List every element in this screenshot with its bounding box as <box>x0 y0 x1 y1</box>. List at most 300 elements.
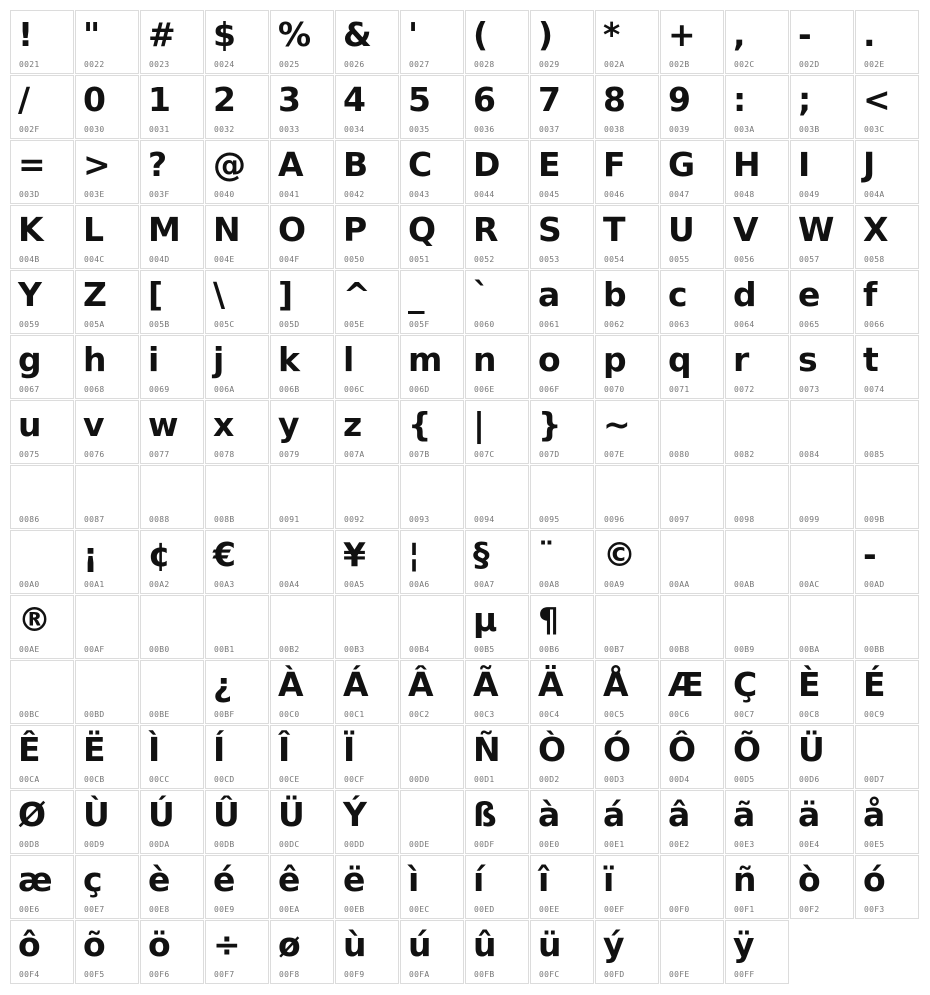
glyph-cell[interactable] <box>855 140 919 204</box>
glyph-cell[interactable] <box>270 10 334 74</box>
glyph-cell[interactable] <box>595 270 659 334</box>
glyph-cell[interactable] <box>335 140 399 204</box>
glyph-cell[interactable] <box>790 205 854 269</box>
glyph-cell[interactable] <box>270 140 334 204</box>
glyph-cell[interactable] <box>790 270 854 334</box>
glyph-sample: Ï <box>343 730 355 769</box>
glyph-cell[interactable] <box>465 75 529 139</box>
glyph-cell[interactable] <box>205 725 269 789</box>
glyph-sample <box>148 665 204 705</box>
glyph-cell[interactable] <box>140 270 204 334</box>
glyph-cell[interactable] <box>400 335 464 399</box>
glyph-sample: t <box>863 340 878 379</box>
glyph-cell[interactable] <box>725 465 789 529</box>
glyph-cell[interactable] <box>790 790 854 854</box>
glyph-cell[interactable] <box>75 400 139 464</box>
glyph-sample: Æ <box>668 665 703 704</box>
glyph-cell[interactable] <box>205 920 269 984</box>
glyph-cell[interactable] <box>140 140 204 204</box>
glyph-cell[interactable] <box>530 10 594 74</box>
glyph-sample: ç <box>83 860 102 899</box>
glyph-codepoint: 007E <box>604 450 625 459</box>
glyph-cell[interactable] <box>595 595 659 659</box>
glyph-cell[interactable] <box>530 400 594 464</box>
glyph-cell[interactable] <box>205 75 269 139</box>
glyph-cell[interactable] <box>595 790 659 854</box>
glyph-cell[interactable] <box>660 790 724 854</box>
glyph-cell[interactable] <box>530 530 594 594</box>
glyph-cell[interactable] <box>855 465 919 529</box>
glyph-cell[interactable] <box>725 920 789 984</box>
glyph-sample: Û <box>213 795 239 834</box>
glyph-codepoint: 00CE <box>279 775 300 784</box>
glyph-cell[interactable] <box>205 790 269 854</box>
glyph-cell[interactable] <box>10 595 74 659</box>
glyph-cell[interactable] <box>75 465 139 529</box>
glyph-cell[interactable] <box>790 660 854 724</box>
glyph-cell[interactable] <box>595 205 659 269</box>
glyph-sample: P <box>343 210 367 249</box>
glyph-cell[interactable] <box>855 725 919 789</box>
glyph-sample: r <box>733 340 749 379</box>
glyph-codepoint: 0055 <box>669 255 690 264</box>
glyph-cell[interactable] <box>270 920 334 984</box>
glyph-cell[interactable] <box>595 530 659 594</box>
glyph-codepoint: 0061 <box>539 320 560 329</box>
glyph-codepoint: 00CD <box>214 775 235 784</box>
glyph-cell[interactable] <box>335 855 399 919</box>
glyph-codepoint: 00FF <box>734 970 755 979</box>
glyph-cell[interactable] <box>725 205 789 269</box>
glyph-cell[interactable] <box>400 920 464 984</box>
glyph-sample: - <box>798 15 811 54</box>
glyph-cell[interactable] <box>75 595 139 659</box>
glyph-cell[interactable] <box>205 335 269 399</box>
glyph-codepoint: 0033 <box>279 125 300 134</box>
glyph-sample <box>733 405 789 445</box>
glyph-sample: 9 <box>668 80 690 119</box>
glyph-cell[interactable] <box>140 465 204 529</box>
glyph-cell[interactable] <box>790 75 854 139</box>
glyph-cell[interactable] <box>855 660 919 724</box>
glyph-sample: µ <box>473 600 497 639</box>
glyph-cell[interactable] <box>10 855 74 919</box>
glyph-cell[interactable] <box>725 335 789 399</box>
glyph-cell[interactable] <box>10 10 74 74</box>
glyph-cell[interactable] <box>205 530 269 594</box>
glyph-cell[interactable] <box>530 725 594 789</box>
glyph-codepoint: 00E3 <box>734 840 755 849</box>
glyph-codepoint: 00EF <box>604 905 625 914</box>
glyph-sample: Q <box>408 210 436 249</box>
glyph-cell[interactable] <box>205 465 269 529</box>
glyph-cell[interactable] <box>855 595 919 659</box>
glyph-cell[interactable] <box>660 205 724 269</box>
glyph-cell[interactable] <box>140 595 204 659</box>
glyph-cell[interactable] <box>725 790 789 854</box>
glyph-cell[interactable] <box>465 465 529 529</box>
glyph-cell[interactable] <box>335 725 399 789</box>
glyph-sample: J <box>863 145 875 184</box>
glyph-cell[interactable] <box>725 400 789 464</box>
glyph-cell[interactable] <box>270 660 334 724</box>
glyph-cell[interactable] <box>725 855 789 919</box>
glyph-cell[interactable] <box>335 920 399 984</box>
glyph-cell[interactable] <box>530 920 594 984</box>
glyph-sample: j <box>213 340 224 379</box>
glyph-cell[interactable] <box>75 140 139 204</box>
glyph-cell[interactable] <box>270 725 334 789</box>
glyph-sample: À <box>278 665 303 704</box>
glyph-codepoint: 00D0 <box>409 775 430 784</box>
glyph-cell[interactable] <box>595 335 659 399</box>
glyph-cell[interactable] <box>660 75 724 139</box>
glyph-cell[interactable] <box>855 75 919 139</box>
glyph-cell[interactable] <box>75 790 139 854</box>
glyph-cell[interactable] <box>75 660 139 724</box>
glyph-codepoint: 00DD <box>344 840 365 849</box>
glyph-cell[interactable] <box>140 75 204 139</box>
glyph-cell[interactable] <box>530 75 594 139</box>
glyph-cell[interactable] <box>270 335 334 399</box>
glyph-cell[interactable] <box>10 270 74 334</box>
glyph-sample: 4 <box>343 80 365 119</box>
glyph-cell[interactable] <box>335 10 399 74</box>
glyph-sample: & <box>343 15 371 54</box>
glyph-cell[interactable] <box>855 10 919 74</box>
glyph-cell[interactable] <box>400 595 464 659</box>
glyph-cell[interactable] <box>725 75 789 139</box>
glyph-codepoint: 0043 <box>409 190 430 199</box>
glyph-cell[interactable] <box>75 75 139 139</box>
glyph-cell[interactable] <box>75 920 139 984</box>
glyph-cell[interactable] <box>205 660 269 724</box>
glyph-cell[interactable] <box>660 270 724 334</box>
glyph-codepoint: 003B <box>799 125 820 134</box>
glyph-cell[interactable] <box>660 400 724 464</box>
glyph-cell[interactable] <box>400 725 464 789</box>
glyph-sample: ¦ <box>408 535 420 574</box>
glyph-cell[interactable] <box>400 855 464 919</box>
glyph-cell[interactable] <box>465 530 529 594</box>
glyph-codepoint: 004C <box>84 255 105 264</box>
glyph-sample: ÷ <box>213 925 240 964</box>
glyph-cell[interactable] <box>400 465 464 529</box>
glyph-cell[interactable] <box>140 10 204 74</box>
glyph-cell[interactable] <box>530 140 594 204</box>
glyph-codepoint: 004F <box>279 255 300 264</box>
glyph-codepoint: 0087 <box>84 515 105 524</box>
glyph-cell[interactable] <box>790 10 854 74</box>
glyph-cell[interactable] <box>10 530 74 594</box>
glyph-codepoint: 00AD <box>864 580 885 589</box>
glyph-codepoint: 0077 <box>149 450 170 459</box>
glyph-codepoint: 00E5 <box>864 840 885 849</box>
glyph-cell[interactable] <box>10 335 74 399</box>
glyph-codepoint: 0067 <box>19 385 40 394</box>
glyph-cell[interactable] <box>400 140 464 204</box>
glyph-cell[interactable] <box>270 270 334 334</box>
glyph-codepoint: 0078 <box>214 450 235 459</box>
glyph-sample: _ <box>408 275 424 314</box>
glyph-cell[interactable] <box>530 855 594 919</box>
glyph-cell[interactable] <box>725 270 789 334</box>
glyph-cell[interactable] <box>400 75 464 139</box>
glyph-codepoint: 005E <box>344 320 365 329</box>
glyph-cell[interactable] <box>465 725 529 789</box>
glyph-cell[interactable] <box>595 400 659 464</box>
glyph-cell[interactable] <box>205 400 269 464</box>
glyph-cell[interactable] <box>660 920 724 984</box>
glyph-codepoint: 0021 <box>19 60 40 69</box>
glyph-cell[interactable] <box>855 205 919 269</box>
glyph-sample: C <box>408 145 432 184</box>
glyph-cell[interactable] <box>465 660 529 724</box>
glyph-cell[interactable] <box>790 725 854 789</box>
glyph-cell[interactable] <box>400 400 464 464</box>
glyph-cell[interactable] <box>140 920 204 984</box>
glyph-cell[interactable] <box>465 920 529 984</box>
glyph-cell[interactable] <box>595 920 659 984</box>
glyph-sample: ( <box>473 15 488 54</box>
glyph-cell[interactable] <box>725 725 789 789</box>
glyph-codepoint: 00B8 <box>669 645 690 654</box>
glyph-cell[interactable] <box>465 140 529 204</box>
glyph-sample: Ø <box>18 795 46 834</box>
glyph-cell[interactable] <box>595 660 659 724</box>
glyph-cell[interactable] <box>10 920 74 984</box>
glyph-sample <box>668 535 724 575</box>
glyph-cell[interactable] <box>335 400 399 464</box>
glyph-sample: @ <box>213 145 245 184</box>
glyph-sample <box>18 665 74 705</box>
glyph-codepoint: 004D <box>149 255 170 264</box>
glyph-cell[interactable] <box>790 335 854 399</box>
glyph-cell[interactable] <box>335 270 399 334</box>
glyph-cell[interactable] <box>530 205 594 269</box>
glyph-sample <box>213 470 269 510</box>
glyph-cell[interactable] <box>530 595 594 659</box>
glyph-cell[interactable] <box>465 205 529 269</box>
glyph-cell[interactable] <box>75 205 139 269</box>
glyph-cell[interactable] <box>660 530 724 594</box>
glyph-cell[interactable] <box>335 335 399 399</box>
glyph-cell[interactable] <box>595 725 659 789</box>
glyph-codepoint: 0030 <box>84 125 105 134</box>
glyph-cell[interactable] <box>335 660 399 724</box>
glyph-cell[interactable] <box>75 335 139 399</box>
glyph-cell[interactable] <box>140 660 204 724</box>
glyph-cell[interactable] <box>75 270 139 334</box>
glyph-cell[interactable] <box>10 660 74 724</box>
glyph-cell[interactable] <box>205 270 269 334</box>
glyph-cell[interactable] <box>465 10 529 74</box>
glyph-cell[interactable] <box>400 205 464 269</box>
glyph-codepoint: 002D <box>799 60 820 69</box>
glyph-cell[interactable] <box>790 140 854 204</box>
glyph-cell[interactable] <box>270 400 334 464</box>
glyph-codepoint: 0032 <box>214 125 235 134</box>
glyph-cell[interactable] <box>530 335 594 399</box>
glyph-cell[interactable] <box>660 465 724 529</box>
glyph-codepoint: 00BC <box>19 710 40 719</box>
glyph-sample: s <box>798 340 817 379</box>
glyph-cell[interactable] <box>10 465 74 529</box>
glyph-cell[interactable] <box>75 725 139 789</box>
glyph-sample: ý <box>603 925 624 964</box>
glyph-cell[interactable] <box>660 335 724 399</box>
glyph-cell[interactable] <box>855 335 919 399</box>
glyph-cell[interactable] <box>75 530 139 594</box>
glyph-cell[interactable] <box>855 530 919 594</box>
glyph-sample: 0 <box>83 80 105 119</box>
glyph-cell[interactable] <box>270 595 334 659</box>
glyph-sample: | <box>473 405 485 444</box>
glyph-cell[interactable] <box>335 595 399 659</box>
glyph-sample: 3 <box>278 80 300 119</box>
glyph-cell[interactable] <box>790 400 854 464</box>
glyph-cell[interactable] <box>335 75 399 139</box>
glyph-cell[interactable] <box>400 10 464 74</box>
glyph-cell[interactable] <box>140 335 204 399</box>
glyph-cell[interactable] <box>10 205 74 269</box>
glyph-cell[interactable] <box>465 855 529 919</box>
glyph-cell[interactable] <box>75 855 139 919</box>
glyph-codepoint: 00C4 <box>539 710 560 719</box>
glyph-cell[interactable] <box>140 400 204 464</box>
glyph-sample: q <box>668 340 691 379</box>
glyph-cell[interactable] <box>465 335 529 399</box>
glyph-cell[interactable] <box>790 855 854 919</box>
glyph-sample: 5 <box>408 80 430 119</box>
glyph-cell[interactable] <box>725 595 789 659</box>
glyph-cell[interactable] <box>205 595 269 659</box>
glyph-cell[interactable] <box>10 725 74 789</box>
glyph-codepoint: 0027 <box>409 60 430 69</box>
glyph-codepoint: 0022 <box>84 60 105 69</box>
glyph-cell[interactable] <box>270 790 334 854</box>
glyph-cell[interactable] <box>725 140 789 204</box>
glyph-cell[interactable] <box>595 10 659 74</box>
glyph-cell[interactable] <box>725 530 789 594</box>
glyph-codepoint: 0095 <box>539 515 560 524</box>
glyph-cell[interactable] <box>465 790 529 854</box>
glyph-sample: y <box>278 405 299 444</box>
glyph-cell[interactable] <box>725 10 789 74</box>
glyph-codepoint: 0070 <box>604 385 625 394</box>
glyph-codepoint: 0088 <box>149 515 170 524</box>
glyph-cell[interactable] <box>855 790 919 854</box>
glyph-cell[interactable] <box>595 855 659 919</box>
glyph-codepoint: 00EE <box>539 905 560 914</box>
glyph-codepoint: 006B <box>279 385 300 394</box>
glyph-cell[interactable] <box>270 75 334 139</box>
glyph-codepoint: 00A2 <box>149 580 170 589</box>
glyph-cell[interactable] <box>270 855 334 919</box>
glyph-cell[interactable] <box>400 270 464 334</box>
glyph-cell[interactable] <box>140 530 204 594</box>
glyph-cell[interactable] <box>335 530 399 594</box>
glyph-cell[interactable] <box>335 465 399 529</box>
glyph-cell[interactable] <box>660 595 724 659</box>
glyph-cell[interactable] <box>465 270 529 334</box>
glyph-codepoint: 0037 <box>539 125 560 134</box>
glyph-cell[interactable] <box>530 270 594 334</box>
glyph-cell[interactable] <box>660 725 724 789</box>
glyph-cell[interactable] <box>335 205 399 269</box>
glyph-cell[interactable] <box>400 790 464 854</box>
glyph-cell[interactable] <box>10 400 74 464</box>
glyph-sample: Ú <box>148 795 174 834</box>
glyph-cell[interactable] <box>595 465 659 529</box>
glyph-codepoint: 00F5 <box>84 970 105 979</box>
glyph-cell[interactable] <box>140 725 204 789</box>
glyph-sample: ü <box>538 925 561 964</box>
glyph-cell[interactable] <box>205 10 269 74</box>
glyph-cell[interactable] <box>140 855 204 919</box>
glyph-cell[interactable] <box>595 75 659 139</box>
glyph-codepoint: 00A0 <box>19 580 40 589</box>
glyph-sample: H <box>733 145 760 184</box>
glyph-cell[interactable] <box>270 465 334 529</box>
glyph-cell[interactable] <box>790 465 854 529</box>
glyph-codepoint: 003C <box>864 125 885 134</box>
glyph-cell[interactable] <box>660 140 724 204</box>
glyph-sample: : <box>733 80 746 119</box>
glyph-cell[interactable] <box>10 790 74 854</box>
glyph-cell[interactable] <box>10 140 74 204</box>
glyph-cell[interactable] <box>465 595 529 659</box>
glyph-codepoint: 00F0 <box>669 905 690 914</box>
glyph-cell[interactable] <box>725 660 789 724</box>
glyph-sample: î <box>538 860 549 899</box>
glyph-sample: ¶ <box>538 600 558 639</box>
glyph-codepoint: 0047 <box>669 190 690 199</box>
glyph-cell[interactable] <box>270 530 334 594</box>
glyph-cell[interactable] <box>530 465 594 529</box>
glyph-cell[interactable] <box>465 400 529 464</box>
glyph-cell[interactable] <box>400 530 464 594</box>
glyph-cell[interactable] <box>205 205 269 269</box>
glyph-cell[interactable] <box>855 855 919 919</box>
glyph-codepoint: 0076 <box>84 450 105 459</box>
glyph-cell[interactable] <box>660 660 724 724</box>
glyph-cell[interactable] <box>140 205 204 269</box>
glyph-cell[interactable] <box>205 855 269 919</box>
glyph-sample <box>408 730 464 770</box>
glyph-cell[interactable] <box>205 140 269 204</box>
glyph-codepoint: 0074 <box>864 385 885 394</box>
glyph-cell[interactable] <box>660 855 724 919</box>
glyph-cell[interactable] <box>530 790 594 854</box>
glyph-codepoint: 0072 <box>734 385 755 394</box>
glyph-cell[interactable] <box>530 660 594 724</box>
glyph-cell[interactable] <box>10 75 74 139</box>
glyph-cell[interactable] <box>140 790 204 854</box>
glyph-sample: Ä <box>538 665 563 704</box>
glyph-cell[interactable] <box>400 660 464 724</box>
glyph-cell[interactable] <box>855 270 919 334</box>
glyph-cell[interactable] <box>660 10 724 74</box>
glyph-sample <box>668 925 724 965</box>
glyph-cell[interactable] <box>595 140 659 204</box>
glyph-cell[interactable] <box>855 400 919 464</box>
glyph-cell[interactable] <box>335 790 399 854</box>
glyph-cell[interactable] <box>270 205 334 269</box>
glyph-cell[interactable] <box>75 10 139 74</box>
glyph-cell[interactable] <box>790 530 854 594</box>
glyph-cell[interactable] <box>790 595 854 659</box>
